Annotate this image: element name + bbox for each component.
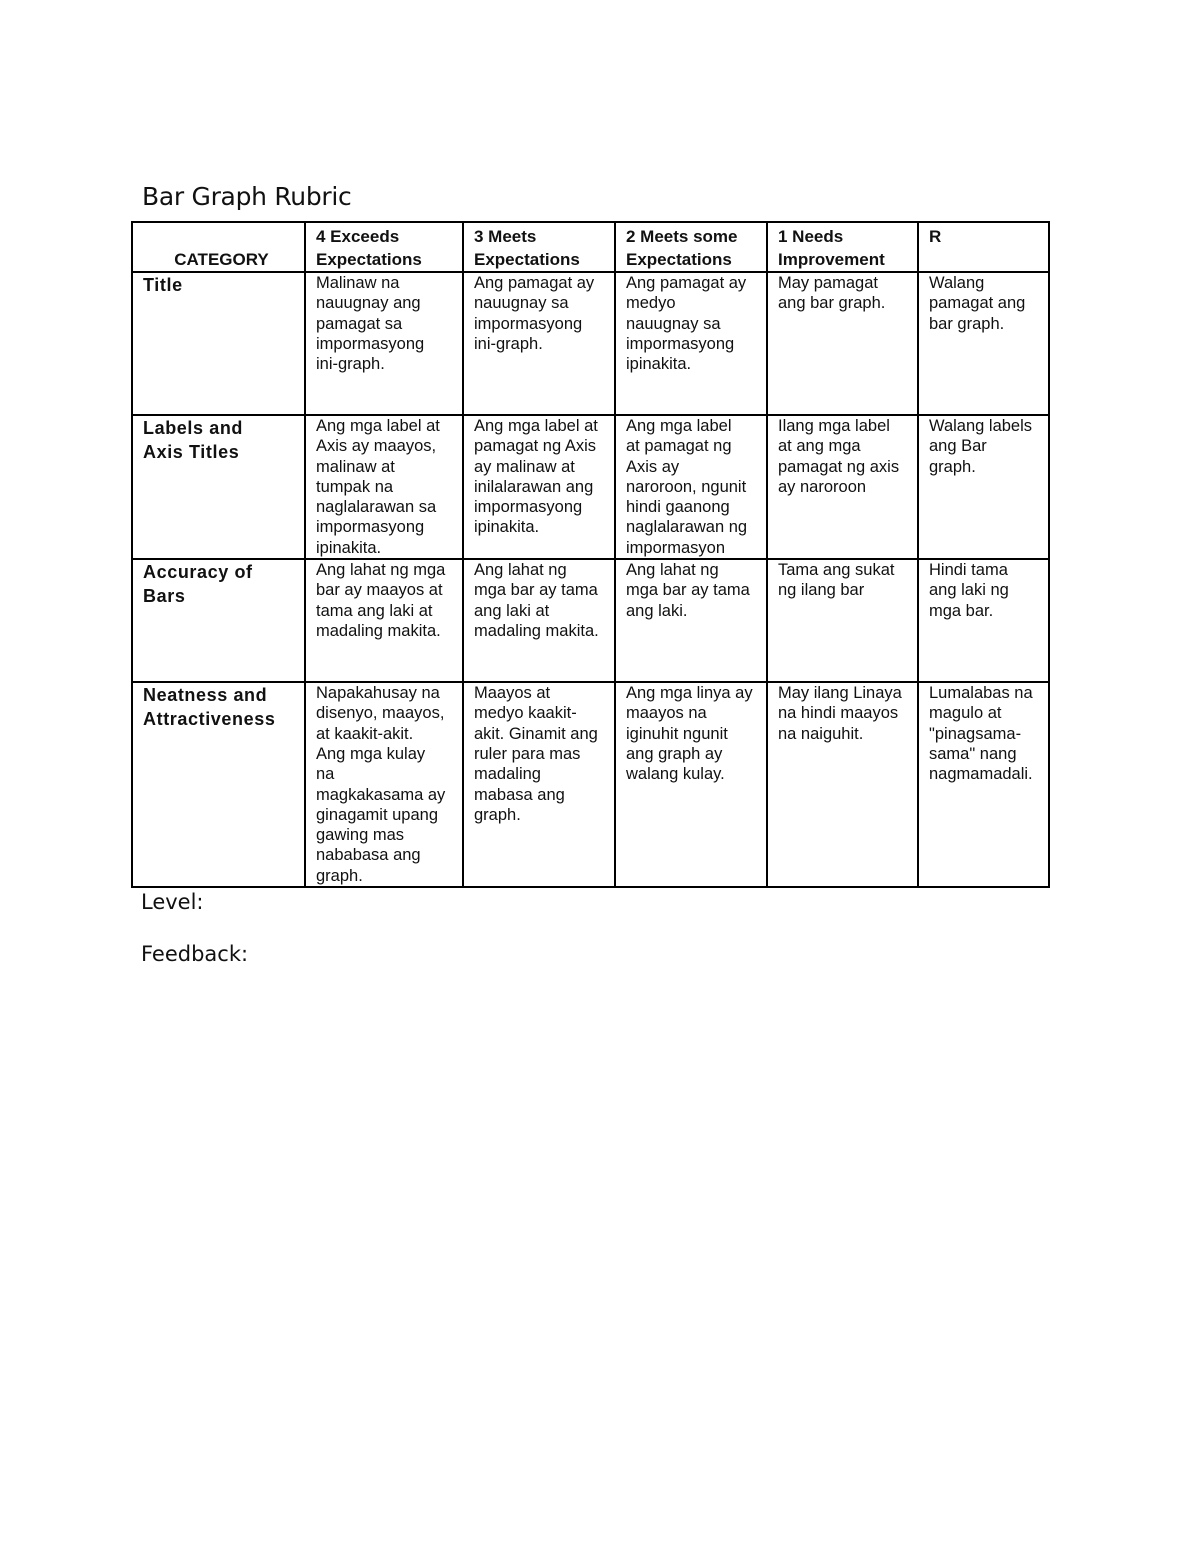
- descriptor-cell: Tama ang sukat ng ilang bar: [767, 559, 918, 682]
- category-cell: Title: [132, 272, 305, 415]
- descriptor-cell: Ilang mga label at ang mga pamagat ng axis ay naroroon: [767, 415, 918, 559]
- header-level-3: 3 Meets Expectations: [463, 222, 615, 272]
- descriptor-cell: Walang labels ang Bar graph.: [918, 415, 1049, 559]
- descriptor-cell: Walang pamagat ang bar graph.: [918, 272, 1049, 415]
- descriptor-cell: Ang mga label at pamagat ng Axis ay malinaw at inilalarawan ang impormasyong ipinakita.: [463, 415, 615, 559]
- descriptor-cell: Hindi tama ang laki ng mga bar.: [918, 559, 1049, 682]
- descriptor-cell: Lumalabas na magulo at "pinagsama- sama" nang nagmamadali.: [918, 682, 1049, 887]
- document-title: Bar Graph Rubric: [142, 182, 352, 211]
- descriptor-cell: Napakahusay na disenyo, maayos, at kaakit-akit. Ang mga kulay na magkakasama ay ginagamit upang gawing mas nababasa ang graph.: [305, 682, 463, 887]
- header-level-1: 1 Needs Improvement: [767, 222, 918, 272]
- rubric-table: [131, 221, 1050, 888]
- header-category: CATEGORY: [132, 222, 305, 272]
- category-cell: Neatness and Attractiveness: [132, 682, 305, 887]
- descriptor-cell: Ang pamagat ay medyo nauugnay sa impormasyong ipinakita.: [615, 272, 767, 415]
- descriptor-cell: Maayos at medyo kaakit- akit. Ginamit ang ruler para mas madaling mabasa ang graph.: [463, 682, 615, 887]
- descriptor-cell: Ang pamagat ay nauugnay sa impormasyong ini-graph.: [463, 272, 615, 415]
- rubric-header-row: [132, 222, 1049, 272]
- descriptor-cell: Ang mga label at pamagat ng Axis ay naroroon, ngunit hindi gaanong naglalarawan ng impormasyon: [615, 415, 767, 559]
- header-level-2: 2 Meets some Expectations: [615, 222, 767, 272]
- descriptor-cell: Malinaw na nauugnay ang pamagat sa impormasyong ini-graph.: [305, 272, 463, 415]
- category-cell: Labels and Axis Titles: [132, 415, 305, 559]
- descriptor-cell: Ang lahat ng mga bar ay maayos at tama ang laki at madaling makita.: [305, 559, 463, 682]
- descriptor-cell: Ang mga linya ay maayos na iginuhit ngunit ang graph ay walang kulay.: [615, 682, 767, 887]
- rubric-row-accuracy: [132, 559, 1049, 682]
- descriptor-cell: May pamagat ang bar graph.: [767, 272, 918, 415]
- descriptor-cell: May ilang Linaya na hindi maayos na naiguhit.: [767, 682, 918, 887]
- feedback-label: Feedback:: [141, 942, 249, 966]
- descriptor-cell: Ang lahat ng mga bar ay tama ang laki at madaling makita.: [463, 559, 615, 682]
- rubric-row-title: [132, 272, 1049, 415]
- rubric-row-neatness: [132, 682, 1049, 887]
- category-cell: Accuracy of Bars: [132, 559, 305, 682]
- descriptor-cell: Ang lahat ng mga bar ay tama ang laki.: [615, 559, 767, 682]
- descriptor-cell: Ang mga label at Axis ay maayos, malinaw at tumpak na naglalarawan sa impormasyong ipinakita.: [305, 415, 463, 559]
- header-level-r: R: [918, 222, 1049, 272]
- header-level-4: 4 Exceeds Expectations: [305, 222, 463, 272]
- rubric-row-labels: [132, 415, 1049, 559]
- level-label: Level:: [141, 890, 204, 914]
